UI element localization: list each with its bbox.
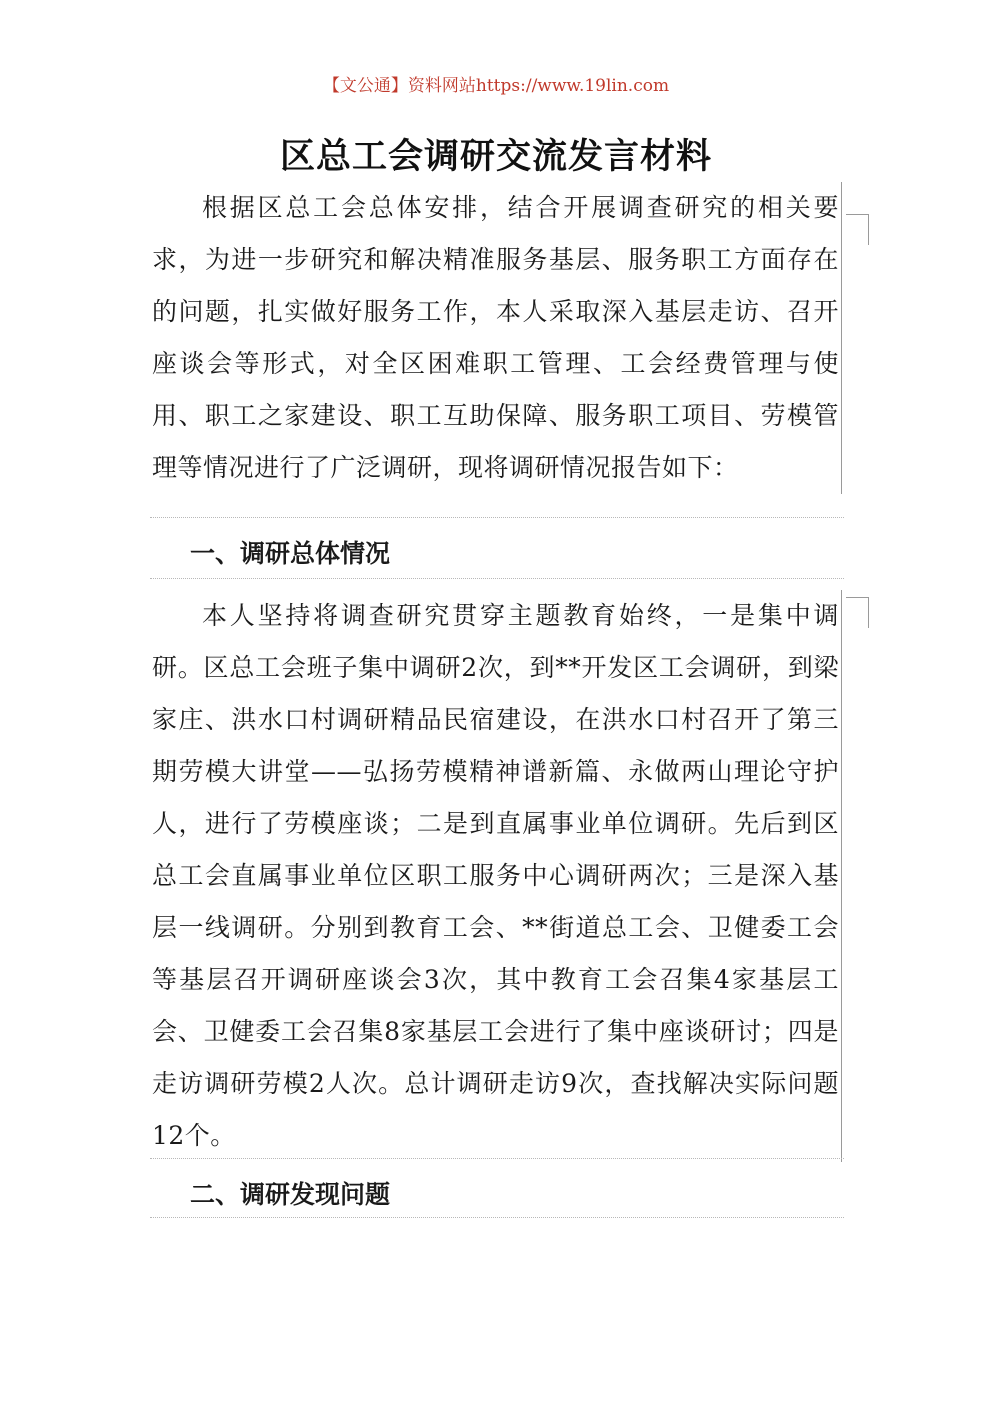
body-paragraph: 本人坚持将调查研究贯穿主题教育始终，一是集中调研。区总工会班子集中调研2次，到**开发区工会调研，到梁家庄、洪水口村调研精品民宿建设，在洪水口村召开了第三期劳模大讲堂——弘扬劳模精神谱新篇、永做两山理论守护人，进行了劳模座谈；二是到直属事业单位调研。先后到区总工会直属事业单位区职工服务中心调研两次；三是深入基层一线调研。分别到教育工会、**街道总工会、卫健委工会等基层召开调研座谈会3次，其中教育工会召集4家基层工会、卫健委工会召集8家基层工会进行了集中座谈研讨；四是走访调研劳模2人次。总计调研走访9次，查找解决实际问题12个。 <box>152 590 842 1162</box>
dotted-divider <box>150 1158 844 1159</box>
document-title: 区总工会调研交流发言材料 <box>279 136 712 177</box>
paragraph-mark-decoration <box>846 214 869 245</box>
site-header-text: 【文公通】资料网站https://www.19lin.com <box>322 76 670 96</box>
dotted-divider <box>150 517 844 518</box>
dotted-divider <box>150 1217 844 1218</box>
section-heading-2: 二、调研发现问题 <box>190 1180 391 1209</box>
paragraph-mark-decoration <box>846 597 869 628</box>
intro-paragraph: 根据区总工会总体安排，结合开展调查研究的相关要求，为进一步研究和解决精准服务基层、服务职工方面存在的问题，扎实做好服务工作，本人采取深入基层走访、召开座谈会等形式，对全区困难职工管理、工会经费管理与使用、职工之家建设、职工互助保障、服务职工项目、劳模管理等情况进行了广泛调研，现将调研情况报告如下： <box>152 182 842 494</box>
section-heading-1: 一、调研总体情况 <box>190 539 391 568</box>
dotted-divider <box>150 578 844 579</box>
